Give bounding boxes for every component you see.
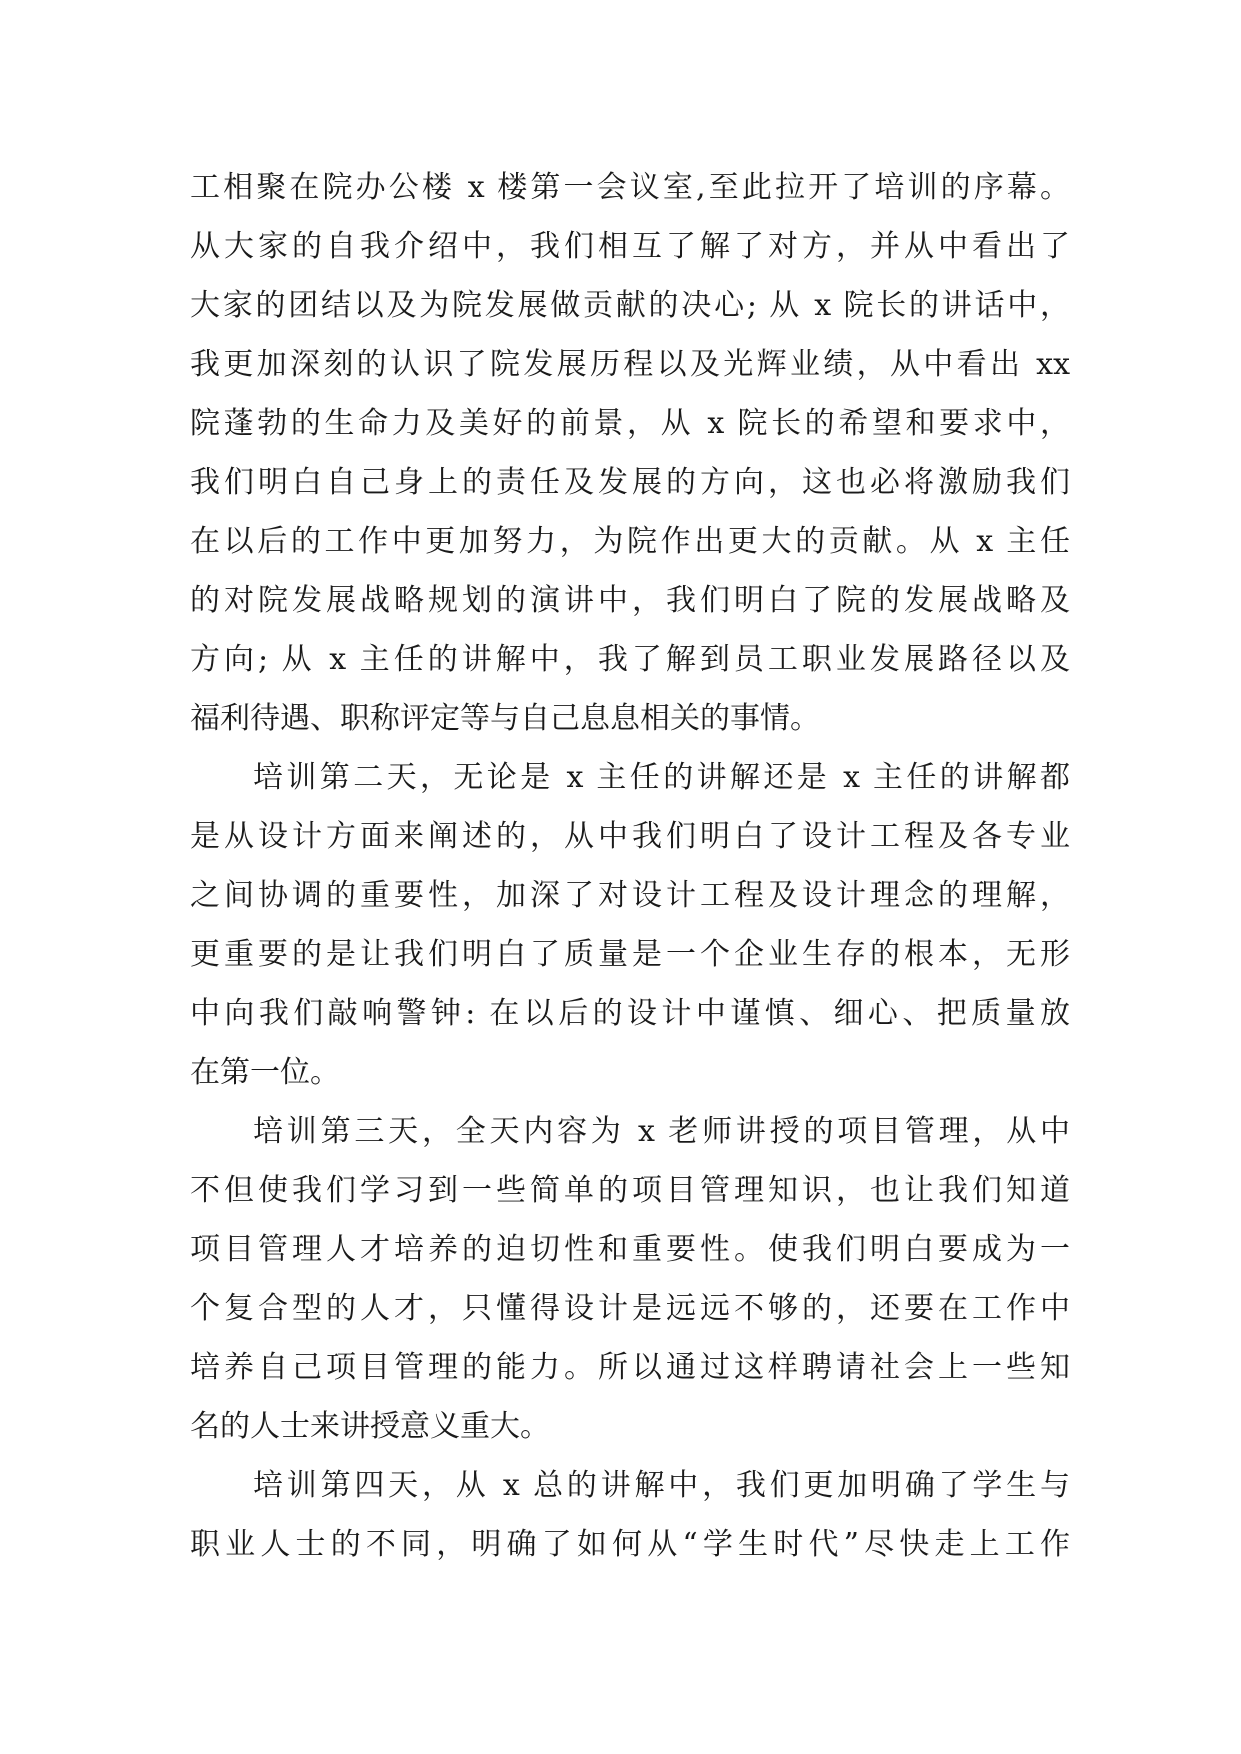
text-line: 福利待遇、职称评定等与自己息息相关的事情。 bbox=[190, 701, 820, 736]
text-line: 项目管理人才培养的迫切性和重要性。使我们明白要成为一 bbox=[190, 1232, 1070, 1267]
text-line: 名的人士来讲授意义重大。 bbox=[190, 1409, 550, 1444]
text-line: 工相聚在院办公楼 x 楼第一会议室,至此拉开了培训的序幕。 bbox=[190, 170, 1070, 205]
document-body bbox=[190, 158, 1070, 1574]
text-line: 中向我们敲响警钟: 在以后的设计中谨慎、细心、把质量放 bbox=[190, 996, 1070, 1031]
text-line: 职业人士的不同，明确了如何从“学生时代”尽快走上工作 bbox=[190, 1527, 1070, 1562]
paragraph bbox=[190, 158, 1070, 748]
text-line: 培训第二天，无论是 x 主任的讲解还是 x 主任的讲解都 bbox=[253, 760, 1070, 795]
text-line: 不但使我们学习到一些简单的项目管理知识，也让我们知道 bbox=[190, 1173, 1070, 1208]
text-line: 在第一位。 bbox=[190, 1055, 340, 1090]
paragraph bbox=[190, 1456, 1070, 1574]
text-line: 个复合型的人才，只懂得设计是远远不够的，还要在工作中 bbox=[190, 1291, 1070, 1326]
text-line: 院蓬勃的生命力及美好的前景，从 x 院长的希望和要求中， bbox=[190, 406, 1070, 441]
text-line: 培训第三天，全天内容为 x 老师讲授的项目管理，从中 bbox=[253, 1114, 1070, 1149]
text-line: 大家的团结以及为院发展做贡献的决心; 从 x 院长的讲话中， bbox=[190, 288, 1070, 323]
text-line: 我更加深刻的认识了院发展历程以及光辉业绩，从中看出 xx bbox=[190, 347, 1070, 382]
text-line: 在以后的工作中更加努力，为院作出更大的贡献。从 x 主任 bbox=[190, 524, 1070, 559]
text-line: 更重要的是让我们明白了质量是一个企业生存的根本，无形 bbox=[190, 937, 1070, 972]
text-line: 培训第四天，从 x 总的讲解中，我们更加明确了学生与 bbox=[253, 1468, 1070, 1503]
text-line: 我们明白自己身上的责任及发展的方向，这也必将激励我们 bbox=[190, 465, 1070, 500]
text-line: 是从设计方面来阐述的，从中我们明白了设计工程及各专业 bbox=[190, 819, 1070, 854]
paragraph bbox=[190, 1102, 1070, 1456]
text-line: 方向; 从 x 主任的讲解中，我了解到员工职业发展路径以及 bbox=[190, 642, 1070, 677]
text-line: 培养自己项目管理的能力。所以通过这样聘请社会上一些知 bbox=[190, 1350, 1070, 1385]
text-line: 之间协调的重要性，加深了对设计工程及设计理念的理解， bbox=[190, 878, 1070, 913]
text-line: 的对院发展战略规划的演讲中，我们明白了院的发展战略及 bbox=[190, 583, 1070, 618]
paragraph bbox=[190, 748, 1070, 1102]
text-line: 从大家的自我介绍中，我们相互了解了对方，并从中看出了 bbox=[190, 229, 1070, 264]
